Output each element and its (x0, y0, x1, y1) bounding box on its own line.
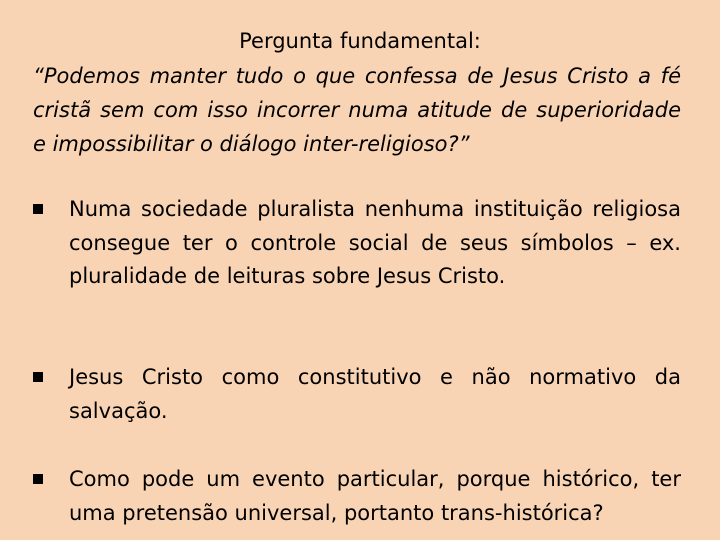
fundamental-question: “Podemos manter tudo o que confessa de Jesus Cristo a fé cristã sem com isso incorrer numa atitude de superioridade e impossibilitar o diálogo inter-religioso?” (33, 64, 681, 156)
bullet-text: Jesus Cristo como constitutivo e não normativo da salvação. (69, 365, 681, 423)
bullet-text: Como pode um evento particular, porque histórico, ter uma pretensão universal, portanto trans-histórica? (69, 467, 681, 525)
square-bullet-icon (33, 372, 43, 382)
square-bullet-icon (33, 204, 43, 214)
slide-heading: Pergunta fundamental: (239, 29, 481, 53)
square-bullet-icon (33, 474, 43, 484)
bullet-text: Numa sociedade pluralista nenhuma instituição religiosa consegue ter o controle social de seus símbolos – ex. pluralidade de leituras sobre Jesus Cristo. (69, 197, 681, 288)
